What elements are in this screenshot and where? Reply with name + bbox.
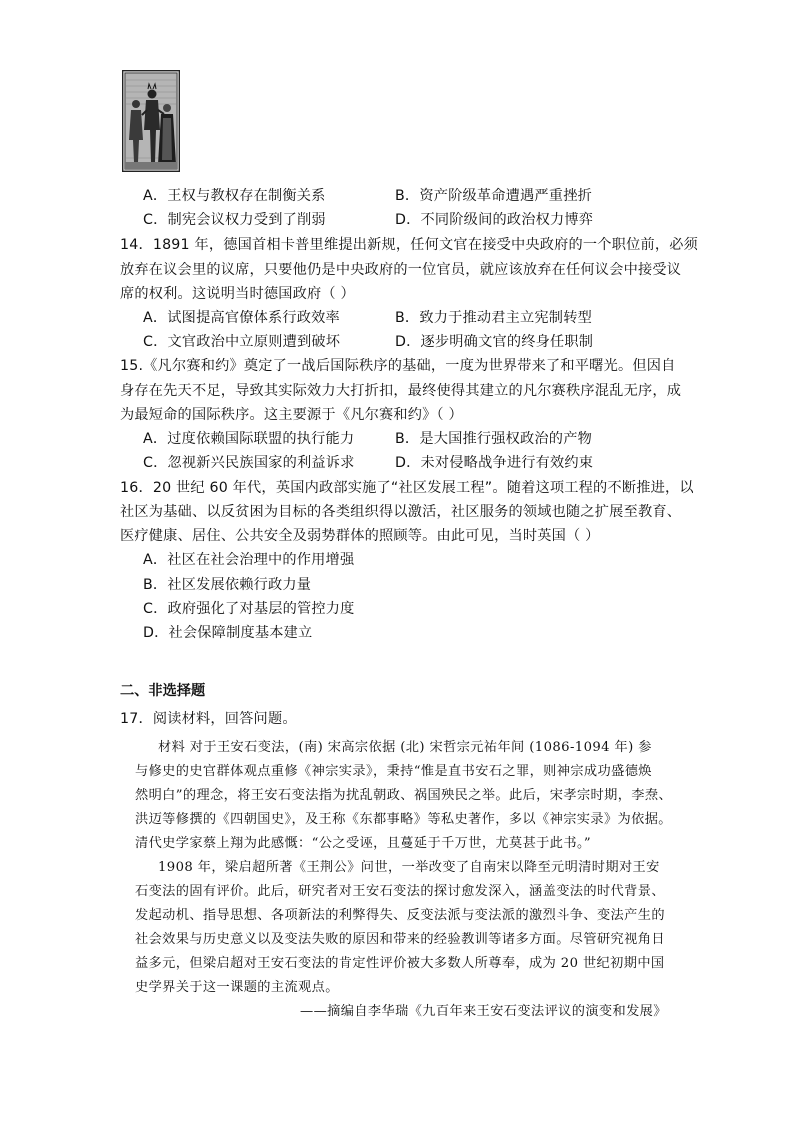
material-line-9: 社会效果与历史意义以及变法失败的原因和带来的经验教训等诸多方面。尽管研究视角日 bbox=[135, 932, 665, 947]
q14-stem-line-2: 放弃在议会里的议席，只要他仍是中央政府的一位官员，就应该放弃在任何议会中接受议 bbox=[120, 262, 682, 278]
q14-stem-line-3: 席的权利。这说明当时德国政府（ ） bbox=[120, 286, 355, 302]
q17-prompt: 17．阅读材料，回答问题。 bbox=[120, 711, 297, 727]
q15-option-c: C．忽视新兴民族国家的利益诉求 bbox=[143, 455, 355, 471]
q16-stem-line-3: 医疗健康、居住、公共安全及弱势群体的照顾等。由此可见，当时英国（ ） bbox=[120, 528, 600, 544]
q13-option-d: D．不同阶级间的政治权力博弈 bbox=[395, 212, 594, 228]
q15-option-b: B．是大国推行强权政治的产物 bbox=[395, 431, 592, 447]
q16-option-d: D．社会保障制度基本建立 bbox=[143, 625, 313, 641]
q14-option-c: C．文官政治中立原则遭到破坏 bbox=[143, 334, 341, 350]
historical-engraving-image bbox=[122, 70, 180, 172]
q16-option-c: C．政府强化了对基层的管控力度 bbox=[143, 601, 355, 617]
q15-option-d: D．未对侵略战争进行有效约束 bbox=[395, 455, 594, 471]
material-source: ——摘编自李华瑞《九百年来王安石变法评议的演变和发展》 bbox=[300, 1004, 667, 1019]
q14-option-d: D．逐步明确文官的终身任职制 bbox=[395, 334, 594, 350]
q14-option-a: A．试图提高官僚体系行政效率 bbox=[143, 310, 340, 326]
q14-stem-line-1: 14．1891 年，德国首相卡普里维提出新规，任何文官在接受中央政府的一个职位前，必须 bbox=[120, 237, 699, 253]
material-line-11: 史学界关于这一课题的主流观点。 bbox=[135, 980, 339, 995]
material-line-7: 石变法的固有评价。此后，研究者对王安石变法的探讨愈发深入，涵盖变法的时代背景、 bbox=[135, 884, 665, 899]
q16-stem-line-2: 社区为基础、以反贫困为目标的各类组织得以激活，社区服务的领域也随之扩展至教育、 bbox=[120, 504, 682, 520]
material-line-8: 发起动机、指导思想、各项新法的利弊得失、反变法派与变法派的激烈斗争、变法产生的 bbox=[135, 908, 665, 923]
material-line-3: 然明白”的理念，将王安石变法指为扰乱朝政、祸国殃民之举。此后，宋孝宗时期，李焘、 bbox=[135, 788, 673, 803]
q15-option-a: A．过度依赖国际联盟的执行能力 bbox=[143, 431, 355, 447]
q16-option-b: B．社区发展依赖行政力量 bbox=[143, 577, 312, 593]
q15-stem-line-2: 身存在先天不足，导致其实际效力大打折扣，最终使得其建立的凡尔赛秩序混乱无序，成 bbox=[120, 383, 682, 399]
q16-option-a: A．社区在社会治理中的作用增强 bbox=[143, 552, 355, 568]
material-line-6: 1908 年，梁启超所著《王荆公》问世，一举改变了自南宋以降至元明清时期对王安 bbox=[158, 860, 660, 875]
material-line-10: 益多元，但梁启超对王安石变法的肯定性评价被大多数人所尊奉，成为 20 世纪初期中国 bbox=[135, 956, 665, 971]
q15-stem-line-1: 15.《凡尔赛和约》奠定了一战后国际秩序的基础，一度为世界带来了和平曙光。但因自 bbox=[120, 358, 676, 374]
q13-option-a: A．王权与教权存在制衡关系 bbox=[143, 188, 326, 204]
material-line-4: 洪迈等修撰的《四朝国史》，及王称《东都事略》等私史著作，多以《神宗实录》为依据。 bbox=[135, 812, 672, 827]
q16-stem-line-1: 16．20 世纪 60 年代，英国内政部实施了“社区发展工程”。随着这项工程的不断推进，以 bbox=[120, 480, 694, 496]
material-line-2: 与修史的史官群体观点重修《神宗实录》，秉持“惟是直书安石之罪，则神宗成功盛德焕 bbox=[135, 764, 652, 779]
material-line-1: 材料 对于王安石变法，(南) 宋高宗依据 (北) 宋哲宗元祐年间 (1086-1094 年) 参 bbox=[158, 740, 652, 755]
section-heading: 二、非选择题 bbox=[120, 683, 206, 699]
q13-option-b: B．资产阶级革命遭遇严重挫折 bbox=[395, 188, 592, 204]
q14-option-b: B．致力于推动君主立宪制转型 bbox=[395, 310, 592, 326]
material-line-5: 清代史学家蔡上翔为此感慨：“公之受诬，且蔓延于千万世，尤莫甚于此书。” bbox=[135, 836, 592, 851]
q13-option-c: C．制宪会议权力受到了削弱 bbox=[143, 212, 326, 228]
q15-stem-line-3: 为最短命的国际秩序。这主要源于《凡尔赛和约》（ ） bbox=[120, 407, 463, 423]
